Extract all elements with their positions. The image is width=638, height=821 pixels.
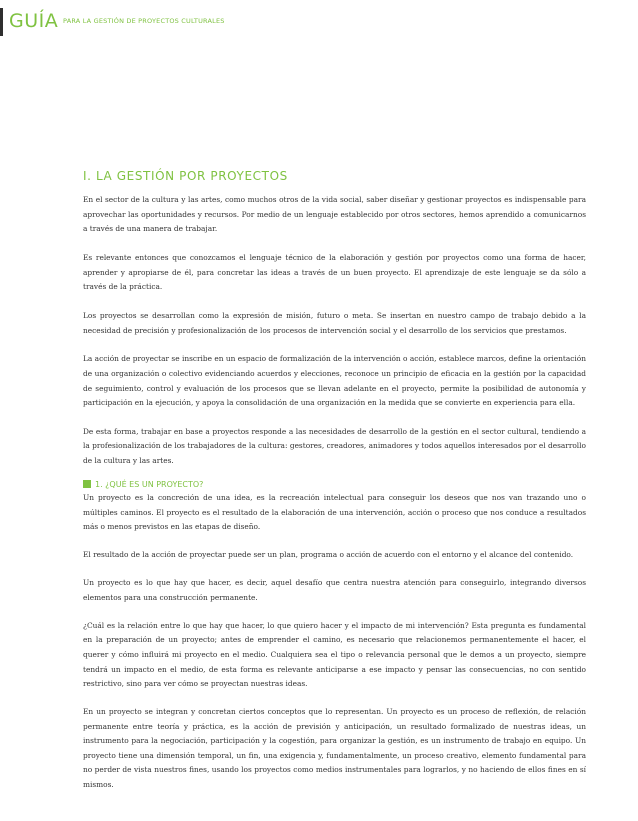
paragraph: La acción de proyectar se inscribe en un espacio de formalización de la intervención o acción, establece marcos, define la orientación de una organización o colectivo evidenciando acuerdos y elecciones, reconoce un principio de eficacia en la gestión por la capacidad de seguimiento, control y evaluación de los procesos que se llevan adelante en el proyecto, permite la posibilidad de autonomía y participación en la ejecución, y apoya la consolidación de una organización en la medida que se convierte en experiencia para ella. <box>83 354 586 408</box>
header-bar <box>0 8 3 36</box>
paragraph: El resultado de la acción de proyectar puede ser un plan, programa o acción de acuerdo con el entorno y el alcance del contenido. <box>83 550 574 560</box>
paragraph: Un proyecto es la concreción de una idea, es la recreación intelectual para conseguir los deseos que nos van trazando uno o múltiples caminos. El proyecto es el resultado de la elaboración de una intervención, acción o proceso que nos conduce a resultados más o menos previstos en las etapas de diseño. <box>83 493 586 532</box>
page-header <box>0 0 638 40</box>
paragraph: ¿Cuál es la relación entre lo que hay que hacer, lo que quiero hacer y el impacto de mi intervención? Esta pregunta es fundamental en la preparación de un proyecto; antes de emprender el camino, es necesario que relacionemos permanentemente el hacer, el querer y cómo influirá mi proyecto en el medio. Cualquiera sea el tipo o relevancia personal que le demos a un proyecto, siempre tendrá un impacto en el medio, de esta forma es relevante anticiparse a ese impacto y pensar las consecuencias, no con sentido restrictivo, sino para ver cómo se proyectan nuestras ideas. <box>83 620 586 689</box>
paragraph: Es relevante entonces que conozcamos el lenguaje técnico de la elaboración y gestión por proyectos como una forma de hacer, aprender y apropiarse de él, para concretar las ideas a través de un buen proyecto. El aprendizaje de este lenguaje se da sólo a través de la práctica. <box>83 252 586 292</box>
subsection-title: 1. ¿QUÉ ES UN PROYECTO? <box>95 480 204 489</box>
section-body <box>83 193 586 483</box>
header-subtitle: PARA LA GESTIÓN DE PROYECTOS CULTURALES <box>63 17 225 25</box>
subsection-body <box>83 491 586 806</box>
paragraph: Los proyectos se desarrollan como la expresión de misión, futuro o meta. Se insertan en nuestro campo de trabajo debido a la necesidad de precisión y profesionalización de los procesos de intervención social y el desarrollo de los servicios que prestamos. <box>83 310 586 335</box>
section-title: I. LA GESTIÓN POR PROYECTOS <box>83 169 288 183</box>
brand-title: GUÍA <box>9 10 59 32</box>
paragraph: En el sector de la cultura y las artes, como muchos otros de la vida social, saber diseñar y gestionar proyectos es indispensable para aprovechar las oportunidades y recursos. Por medio de un lenguaje establecido por otros sectores, hemos aprendido a comunicarnos a través de una manera de trabajar. <box>83 195 586 234</box>
paragraph: Un proyecto es lo que hay que hacer, es decir, aquel desafío que centra nuestra atención para conseguirlo, integrando diversos elementos para una construcción permanente. <box>83 578 586 602</box>
paragraph: De esta forma, trabajar en base a proyectos responde a las necesidades de desarrollo de la gestión en el sector cultural, tendiendo a la profesionalización de los trabajadores de la cultura: gestores, creadores, animadores y todos aquellos interesados por el desarrollo de la cultura y las artes. <box>83 426 586 466</box>
paragraph: En un proyecto se integran y concretan ciertos conceptos que lo representan. Un proyecto es un proceso de reflexión, de relación permanente entre teoría y práctica, es la acción de previsión y anticipación, un resultado formalizado de nuestras ideas, un instrumento para la negociación, participación y la cogestión, para organizar la gestión, es un instrumento de trabajo en equipo. Un proyecto tiene una dimensión temporal, un fin, una exigencia y, fundamentalmente, un proceso creativo, elemento fundamental para no perder de vista nuestros fines, usando los proyectos como medios instrumentales para lograrlos, y no haciendo de ellos fines en sí mismos. <box>83 707 586 790</box>
square-bullet-icon <box>83 480 91 488</box>
subsection-heading <box>83 479 203 491</box>
